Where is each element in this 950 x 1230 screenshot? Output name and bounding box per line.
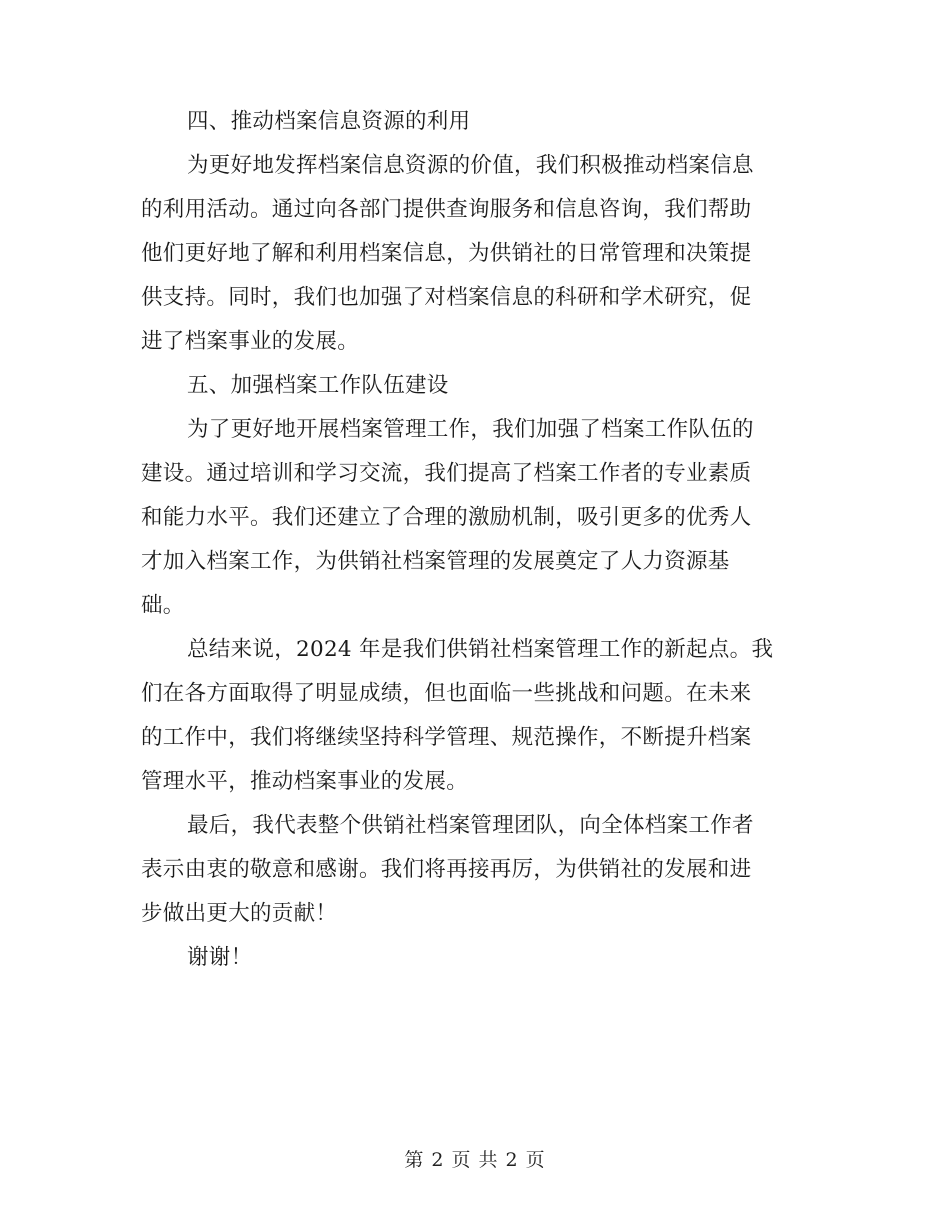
paragraph-line: 最后，我代表整个供销社档案管理团队，向全体档案工作者	[187, 813, 754, 838]
paragraph-line: 总结来说，2024 年是我们供销社档案管理工作的新起点。我	[187, 637, 774, 662]
paragraph-line: 才加入档案工作，为供销社档案管理的发展奠定了人力资源基	[141, 549, 730, 574]
paragraph-line: 他们更好地了解和利用档案信息，为供销社的日常管理和决策提	[141, 241, 752, 266]
document-body	[141, 100, 801, 980]
closing-line: 谢谢！	[187, 945, 253, 970]
section-heading-5: 五、加强档案工作队伍建设	[187, 373, 449, 398]
paragraph-line: 管理水平，推动档案事业的发展。	[141, 769, 469, 794]
paragraph-line: 步做出更大的贡献！	[141, 901, 338, 926]
paragraph-line: 供支持。同时，我们也加强了对档案信息的科研和学术研究，促	[141, 285, 752, 310]
paragraph-line: 为更好地发挥档案信息资源的价值，我们积极推动档案信息	[187, 153, 754, 178]
paragraph-line: 建设。通过培训和学习交流，我们提高了档案工作者的专业素质	[141, 461, 752, 486]
paragraph-line: 础。	[141, 593, 185, 618]
paragraph-line: 和能力水平。我们还建立了合理的激励机制，吸引更多的优秀人	[141, 505, 752, 530]
page-number-footer: 第 2 页 共 2 页	[404, 1149, 546, 1171]
paragraph-line: 的利用活动。通过向各部门提供查询服务和信息咨询，我们帮助	[141, 197, 752, 222]
paragraph-line: 表示由衷的敬意和感谢。我们将再接再厉，为供销社的发展和进	[141, 857, 752, 882]
paragraph-line: 的工作中，我们将继续坚持科学管理、规范操作，不断提升档案	[141, 725, 752, 750]
paragraph-line: 为了更好地开展档案管理工作，我们加强了档案工作队伍的	[187, 417, 754, 442]
paragraph-line: 们在各方面取得了明显成绩，但也面临一些挑战和问题。在未来	[141, 681, 752, 706]
paragraph-line: 进了档案事业的发展。	[141, 329, 360, 354]
section-heading-4: 四、推动档案信息资源的利用	[187, 109, 471, 134]
